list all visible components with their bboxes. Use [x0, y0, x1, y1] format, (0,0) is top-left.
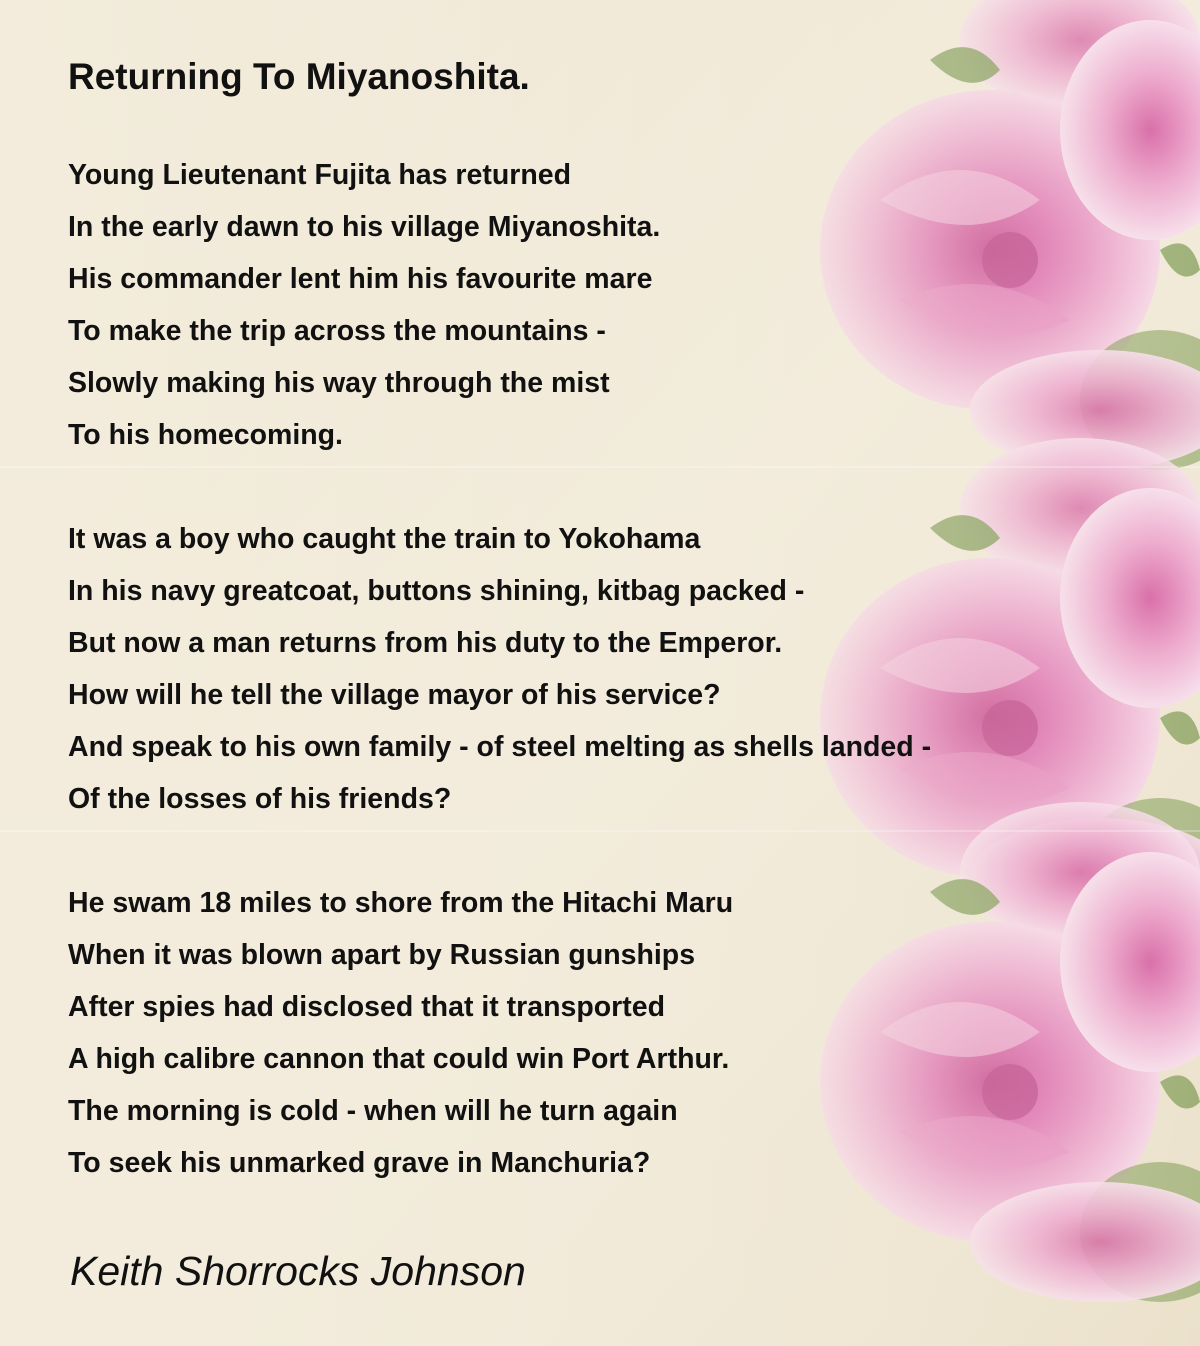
poem-title: Returning To Miyanoshita.	[68, 56, 530, 97]
stanza-1	[68, 149, 660, 461]
poem-line: Slowly making his way through the mist	[68, 367, 610, 399]
poem-line: When it was blown apart by Russian gunships	[68, 939, 696, 971]
poem-line: To seek his unmarked grave in Manchuria?	[68, 1147, 651, 1179]
poem-line: How will he tell the village mayor of his service?	[68, 679, 721, 711]
poem-line: He swam 18 miles to shore from the Hitachi Maru	[68, 887, 734, 919]
poem-line: But now a man returns from his duty to the Emperor.	[68, 627, 783, 659]
poem-line: In the early dawn to his village Miyanoshita.	[68, 211, 661, 243]
poem-line: His commander lent him his favourite mare	[68, 263, 653, 295]
poem-line: A high calibre cannon that could win Port Arthur.	[68, 1043, 730, 1075]
poem-line: Young Lieutenant Fujita has returned	[68, 159, 571, 191]
poem-line: In his navy greatcoat, buttons shining, kitbag packed -	[68, 575, 805, 607]
poem-line: After spies had disclosed that it transported	[68, 991, 666, 1023]
poem-line: The morning is cold - when will he turn again	[68, 1095, 678, 1127]
poem-line: Of the losses of his friends?	[68, 783, 452, 815]
stanza-2	[68, 513, 931, 825]
poem-line: And speak to his own family - of steel melting as shells landed -	[68, 731, 932, 763]
poem-line: It was a boy who caught the train to Yokohama	[68, 523, 701, 555]
poem-line: To make the trip across the mountains -	[68, 315, 606, 347]
poem-line: To his homecoming.	[68, 419, 343, 451]
stanza-3	[68, 877, 733, 1189]
poem-author: Keith Shorrocks Johnson	[70, 1248, 526, 1294]
